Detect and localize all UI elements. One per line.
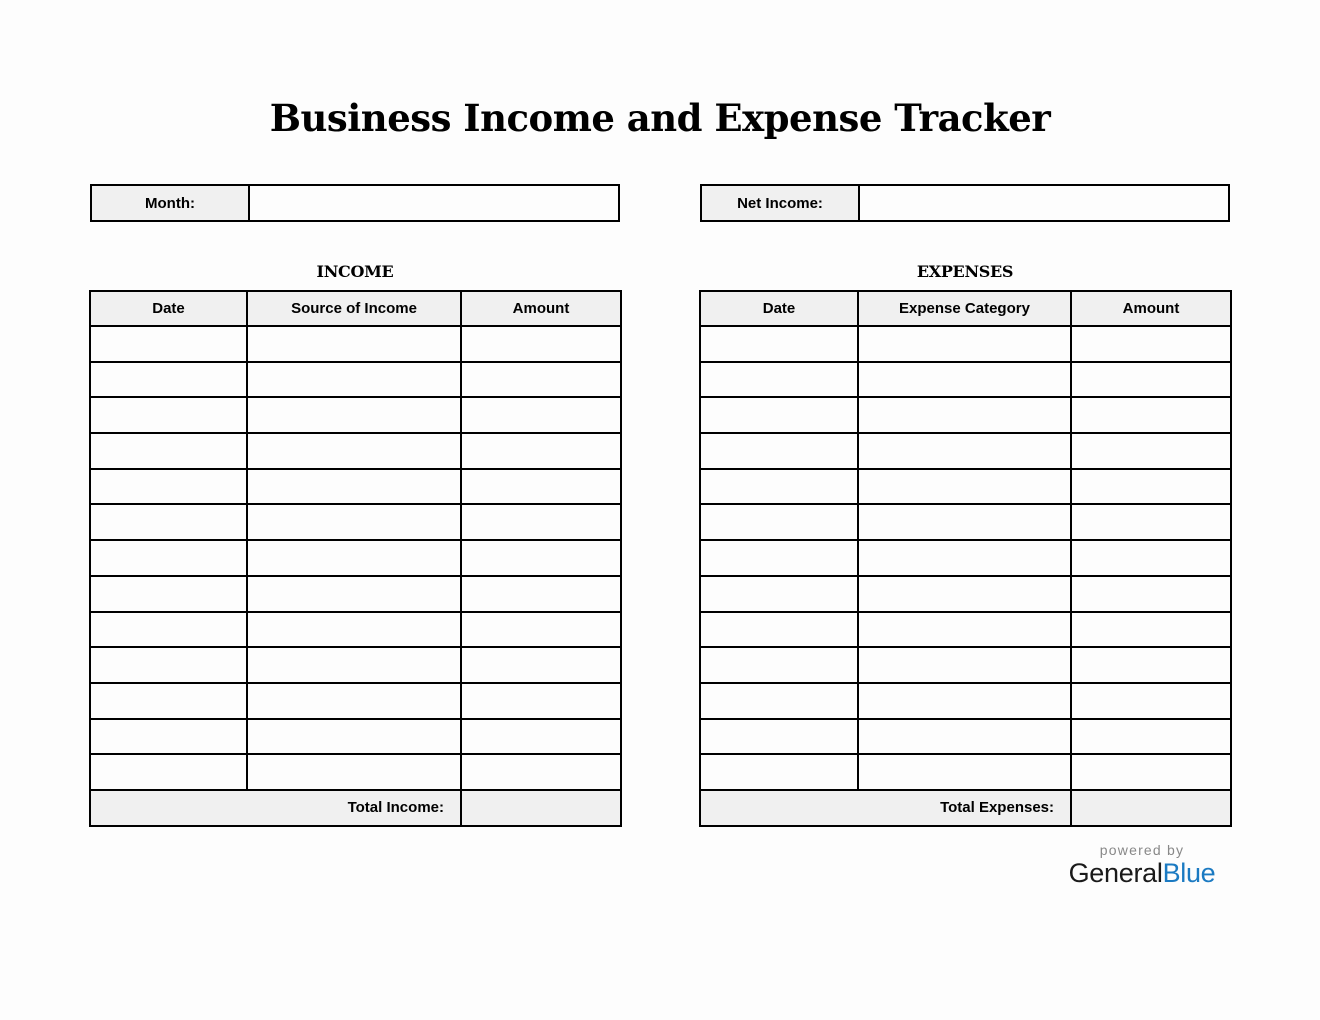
expenses-col-category: Expense Category	[858, 291, 1071, 326]
income-cell-source[interactable]	[247, 504, 461, 540]
expenses-header-row	[700, 291, 1231, 326]
brand-name	[1062, 858, 1222, 889]
expenses-row	[700, 576, 1231, 612]
income-row	[90, 576, 621, 612]
income-header-row	[90, 291, 621, 326]
expenses-cell-date[interactable]	[700, 719, 858, 755]
expenses-cell-category[interactable]	[858, 683, 1071, 719]
generalblue-logo	[1062, 842, 1222, 889]
expenses-cell-amount[interactable]	[1071, 683, 1231, 719]
expenses-cell-amount[interactable]	[1071, 576, 1231, 612]
expenses-col-amount: Amount	[1071, 291, 1231, 326]
expenses-row	[700, 612, 1231, 648]
income-cell-source[interactable]	[247, 397, 461, 433]
expenses-cell-amount[interactable]	[1071, 397, 1231, 433]
expenses-cell-category[interactable]	[858, 612, 1071, 648]
expenses-cell-amount[interactable]	[1071, 362, 1231, 398]
expenses-cell-date[interactable]	[700, 540, 858, 576]
net-income-label: Net Income:	[702, 186, 860, 220]
income-cell-date[interactable]	[90, 397, 247, 433]
expenses-cell-date[interactable]	[700, 576, 858, 612]
income-cell-date[interactable]	[90, 647, 247, 683]
income-cell-amount[interactable]	[461, 397, 621, 433]
expenses-cell-amount[interactable]	[1071, 754, 1231, 790]
brand-name-blue: Blue	[1162, 858, 1216, 888]
expenses-total-row	[700, 790, 1231, 826]
income-cell-date[interactable]	[90, 469, 247, 505]
income-cell-date[interactable]	[90, 719, 247, 755]
income-cell-amount[interactable]	[461, 433, 621, 469]
income-cell-date[interactable]	[90, 326, 247, 362]
expenses-cell-category[interactable]	[858, 469, 1071, 505]
expenses-row	[700, 362, 1231, 398]
income-row	[90, 754, 621, 790]
income-cell-date[interactable]	[90, 540, 247, 576]
expenses-cell-date[interactable]	[700, 612, 858, 648]
income-cell-amount[interactable]	[461, 647, 621, 683]
income-total-row	[90, 790, 621, 826]
income-cell-amount[interactable]	[461, 719, 621, 755]
expenses-cell-amount[interactable]	[1071, 504, 1231, 540]
income-row	[90, 719, 621, 755]
income-cell-amount[interactable]	[461, 612, 621, 648]
income-cell-date[interactable]	[90, 576, 247, 612]
income-cell-source[interactable]	[247, 683, 461, 719]
expenses-cell-category[interactable]	[858, 719, 1071, 755]
income-row	[90, 504, 621, 540]
income-row	[90, 469, 621, 505]
expenses-row	[700, 719, 1231, 755]
expenses-cell-category[interactable]	[858, 576, 1071, 612]
income-cell-source[interactable]	[247, 754, 461, 790]
expenses-cell-amount[interactable]	[1071, 326, 1231, 362]
income-row	[90, 612, 621, 648]
income-table	[89, 290, 622, 827]
income-cell-source[interactable]	[247, 647, 461, 683]
income-cell-date[interactable]	[90, 362, 247, 398]
income-cell-amount[interactable]	[461, 504, 621, 540]
expenses-cell-category[interactable]	[858, 397, 1071, 433]
expenses-section-title: EXPENSES	[916, 262, 1014, 281]
income-cell-date[interactable]	[90, 612, 247, 648]
income-cell-date[interactable]	[90, 683, 247, 719]
net-income-input[interactable]	[860, 186, 1228, 220]
income-cell-date[interactable]	[90, 433, 247, 469]
expenses-cell-category[interactable]	[858, 504, 1071, 540]
income-cell-source[interactable]	[247, 576, 461, 612]
expenses-col-date: Date	[700, 291, 858, 326]
expenses-cell-date[interactable]	[700, 683, 858, 719]
income-row	[90, 433, 621, 469]
income-cell-source[interactable]	[247, 469, 461, 505]
income-cell-source[interactable]	[247, 326, 461, 362]
income-row	[90, 540, 621, 576]
income-cell-amount[interactable]	[461, 540, 621, 576]
month-input[interactable]	[250, 186, 618, 220]
income-row	[90, 683, 621, 719]
income-section-title: INCOME	[316, 262, 394, 281]
income-col-amount: Amount	[461, 291, 621, 326]
income-cell-source[interactable]	[247, 540, 461, 576]
expenses-cell-category[interactable]	[858, 433, 1071, 469]
income-cell-amount[interactable]	[461, 469, 621, 505]
income-cell-amount[interactable]	[461, 683, 621, 719]
expenses-row	[700, 397, 1231, 433]
income-cell-source[interactable]	[247, 719, 461, 755]
month-label: Month:	[92, 186, 250, 220]
expenses-row	[700, 647, 1231, 683]
net-income-field-box	[700, 184, 1230, 222]
expenses-row	[700, 754, 1231, 790]
total-expenses-label: Total Expenses:	[700, 790, 1071, 826]
expenses-cell-date[interactable]	[700, 326, 858, 362]
income-row	[90, 397, 621, 433]
expenses-cell-category[interactable]	[858, 647, 1071, 683]
expenses-cell-category[interactable]	[858, 326, 1071, 362]
total-income-label: Total Income:	[90, 790, 461, 826]
total-income-value[interactable]	[461, 790, 621, 826]
expenses-cell-category[interactable]	[858, 540, 1071, 576]
month-field-box	[90, 184, 620, 222]
expenses-cell-amount[interactable]	[1071, 719, 1231, 755]
expenses-cell-amount[interactable]	[1071, 540, 1231, 576]
expenses-cell-amount[interactable]	[1071, 612, 1231, 648]
income-cell-amount[interactable]	[461, 326, 621, 362]
expenses-cell-date[interactable]	[700, 433, 858, 469]
expenses-cell-date[interactable]	[700, 362, 858, 398]
expenses-row	[700, 469, 1231, 505]
expenses-cell-date[interactable]	[700, 469, 858, 505]
income-cell-date[interactable]	[90, 504, 247, 540]
income-cell-date[interactable]	[90, 754, 247, 790]
expenses-cell-date[interactable]	[700, 647, 858, 683]
expenses-row	[700, 540, 1231, 576]
powered-by-text: powered by	[1099, 842, 1185, 858]
expenses-cell-amount[interactable]	[1071, 469, 1231, 505]
income-cell-amount[interactable]	[461, 754, 621, 790]
expenses-row	[700, 683, 1231, 719]
income-col-source: Source of Income	[247, 291, 461, 326]
total-expenses-value[interactable]	[1071, 790, 1231, 826]
income-row	[90, 362, 621, 398]
expenses-cell-date[interactable]	[700, 397, 858, 433]
expenses-cell-category[interactable]	[858, 754, 1071, 790]
income-cell-source[interactable]	[247, 612, 461, 648]
expenses-cell-date[interactable]	[700, 754, 858, 790]
income-cell-source[interactable]	[247, 362, 461, 398]
income-row	[90, 647, 621, 683]
income-cell-amount[interactable]	[461, 362, 621, 398]
document-title: Business Income and Expense Tracker	[269, 96, 1051, 140]
income-row	[90, 326, 621, 362]
income-cell-amount[interactable]	[461, 576, 621, 612]
brand-name-general: General	[1068, 858, 1163, 888]
expenses-table	[699, 290, 1232, 827]
expenses-cell-amount[interactable]	[1071, 433, 1231, 469]
expenses-row	[700, 433, 1231, 469]
expenses-row	[700, 326, 1231, 362]
income-cell-source[interactable]	[247, 433, 461, 469]
expenses-cell-amount[interactable]	[1071, 647, 1231, 683]
income-col-date: Date	[90, 291, 247, 326]
expenses-cell-category[interactable]	[858, 362, 1071, 398]
expenses-row	[700, 504, 1231, 540]
expenses-cell-date[interactable]	[700, 504, 858, 540]
